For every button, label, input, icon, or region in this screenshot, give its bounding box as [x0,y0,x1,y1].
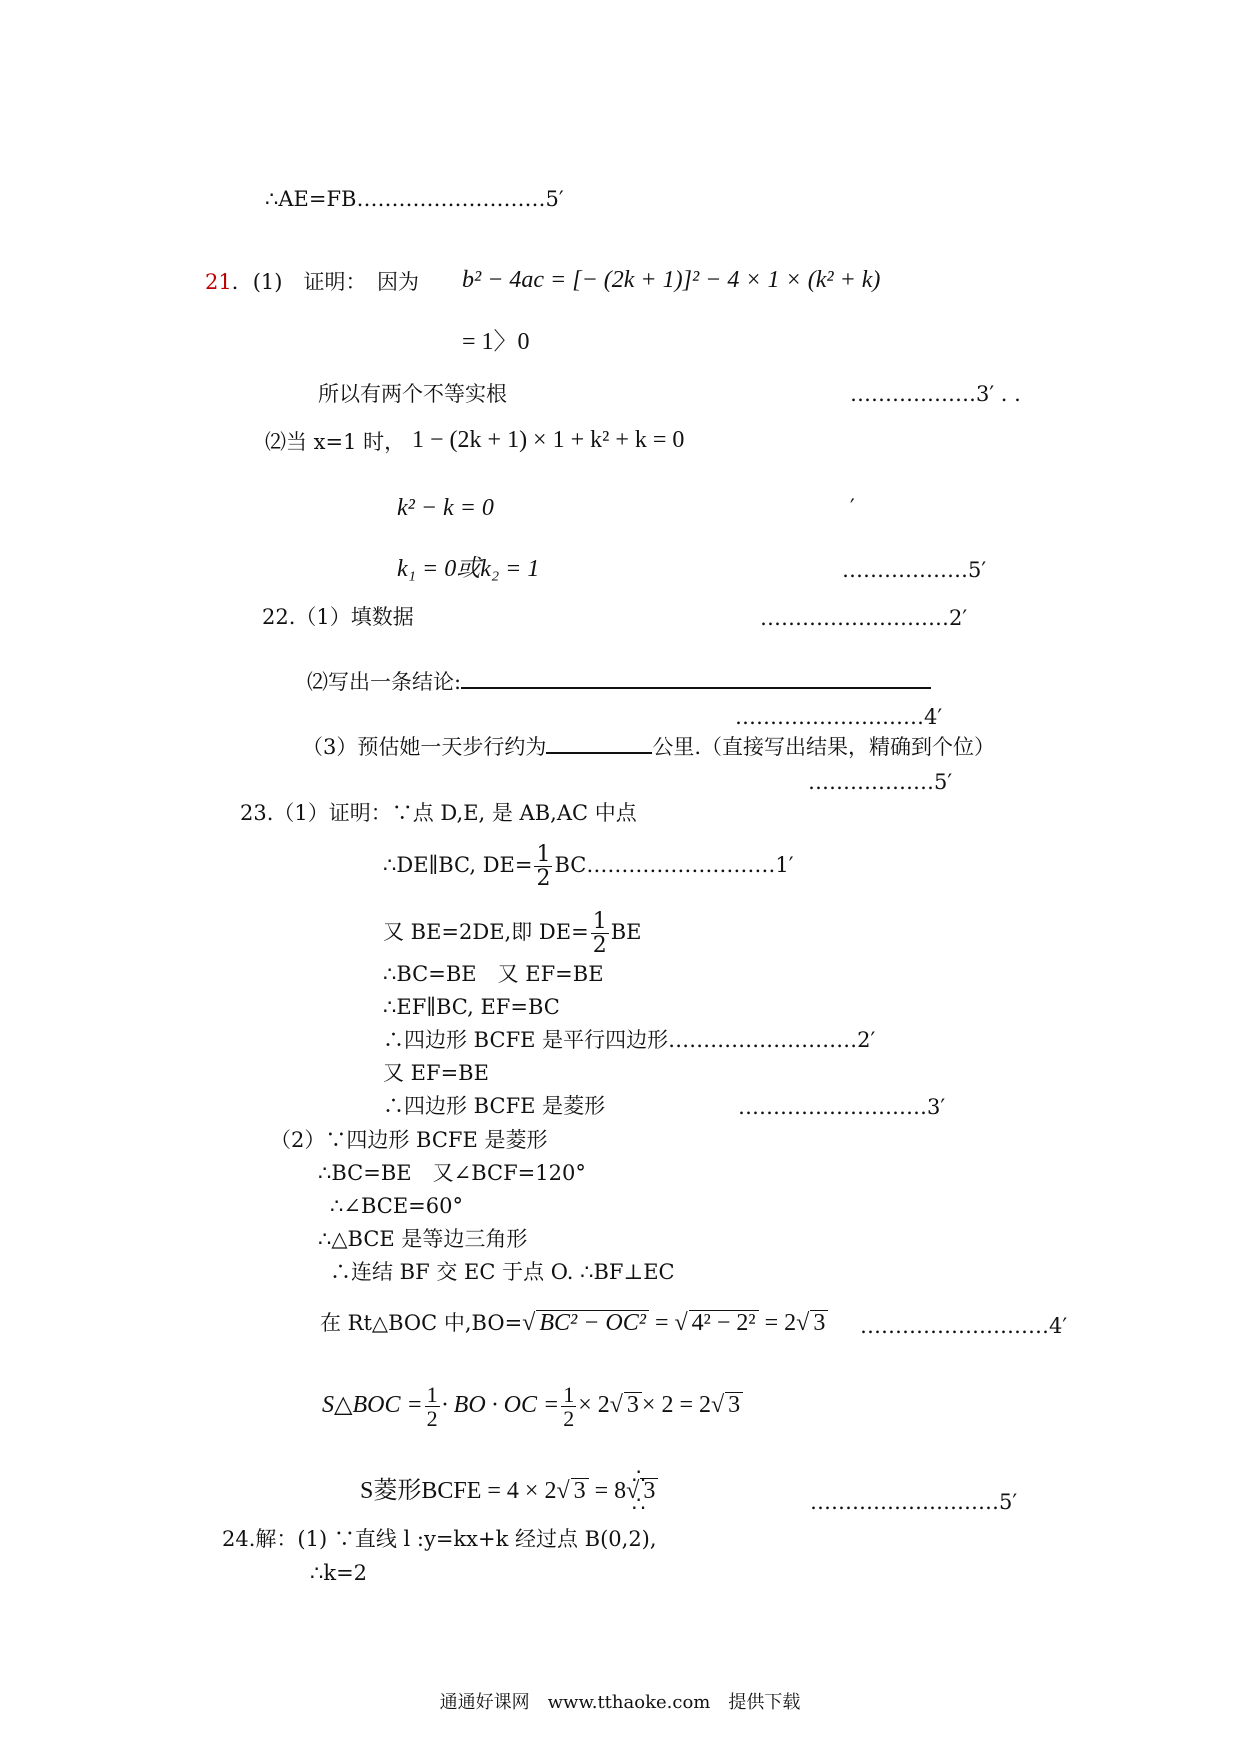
q23-area-sqrt-a: 3 [624,1392,642,1417]
q21-score-5: ………………5′ [842,558,987,582]
q24-k-value: ∴k=2 [310,1561,368,1585]
q23-angle-bce: ∴∠BCE=60° [330,1194,463,1218]
fraction-denominator: 2 [563,1406,575,1432]
q23-rhombus-eq: = 8 [594,1478,627,1504]
q21-k-roots: k₁ = 0或k₂ = 1 [397,556,540,582]
q23-half-fraction-2 [591,910,609,957]
q21-result: = 1〉0 [462,329,530,355]
q22-part3 [302,737,995,758]
q21-k-eq: k² − k = 0 [397,495,494,521]
q23-bo-label: 在 Rt△BOC 中,BO= [320,1311,523,1335]
q22-answer-blank [461,687,931,689]
q23-rhombus: ∴四边形 BCFE 是菱形 [383,1094,606,1118]
q23-score-4: ………………………4′ [860,1314,1068,1338]
q23-de-a: ∴DE∥BC, DE= [383,853,533,878]
q23-ef-bc: ∴EF∥BC, EF=BC [383,995,560,1019]
q22-part3-label-b: 公里.（直接写出结果，精确到个位） [652,735,996,759]
q23-area-boc-label: S△BOC = [322,1392,423,1419]
q23-area-rhombus [360,1478,658,1503]
q22-part2-label: ⑵写出一条结论: [307,670,462,694]
q23-rhombus-sqrt-b: 3 [640,1478,658,1503]
q23-be-b: BE [610,920,642,945]
q23-sqrt-3: 3 [810,1310,828,1335]
q21-score-3: ………………3′ . . [850,382,1021,406]
q23-area-sqrt-b: 3 [725,1392,743,1417]
q23-area-rhombus-label: S菱形BCFE = 4 × 2 [360,1478,557,1504]
q23-be-a: 又 BE=2DE,即 DE= [383,920,589,945]
line-ae-fb: ∴AE=FB………………………5′ [265,187,564,211]
q22-score-4: ………………………4′ [735,705,943,729]
radical-icon: √ [556,1478,570,1504]
q21-discriminant: b² − 4ac = [− (2k + 1)]² − 4 × 1 × (k² + k) [462,267,881,293]
q23-sqrt-4-2: 4² − 2² [689,1310,759,1335]
q21-conclusion: 所以有两个不等实根 [318,382,507,406]
q23-connect-bf: ∴连结 BF 交 EC 于点 O. ∴BF⊥EC [330,1260,675,1284]
fraction-denominator: 2 [536,866,551,892]
q22-estimate-blank [546,752,652,754]
radical-icon: √ [710,1392,725,1419]
fraction-numerator: 1 [426,1382,438,1407]
q21-mark: ′ [850,495,855,519]
q21-heading [205,272,419,293]
radical-icon: √ [609,1392,623,1419]
q21-number: 21 [205,270,232,294]
q23-area-half-2 [561,1383,576,1430]
radical-icon: √ [522,1310,536,1336]
q23-heading: 23.（1）证明：∵点 D,E, 是 AB,AC 中点 [240,801,637,825]
q24-heading: 24.解：(1) ∵直线 l :y=kx+k 经过点 B(0,2), [222,1527,657,1551]
therefore-marks: ∴ ∴ [632,1464,646,1517]
q23-bo-calc [320,1310,828,1335]
q23-score-3: ………………………3′ [738,1095,946,1119]
q23-score-5: ………………………5′ [810,1490,1018,1514]
equals-sign: = [654,1310,669,1336]
q23-ef-be: 又 EF=BE [383,1061,489,1085]
q22-part2 [307,672,931,693]
page-footer: 通通好课网 www.tthaoke.com 提供下载 [439,1692,801,1713]
q22-score-2: ………………………2′ [760,606,968,630]
radical-icon: √ [674,1310,688,1336]
radical-icon: √ [796,1310,810,1336]
q23-be-line [383,910,641,957]
q21-part2-label: ⑵当 x=1 时， [265,430,406,454]
q23-de-parallel [383,843,794,890]
fraction-numerator: 1 [536,842,551,867]
q23-angle: ∴BC=BE 又∠BCF=120° [318,1161,586,1185]
q23-rhombus-sqrt-a: 3 [571,1478,589,1503]
fraction-denominator: 2 [426,1406,438,1432]
radical-icon: √ [626,1478,640,1504]
q23-bo-eq: = 2 [764,1310,797,1336]
fraction-numerator: 1 [563,1382,575,1407]
q23-area-bo-oc: · BO · OC = [441,1392,560,1419]
q23-area-result: × 2 = 2 [641,1392,711,1419]
q22-score-5: ………………5′ [808,770,953,794]
q23-de-b: BC………………………1′ [554,853,794,878]
q23-area-boc [322,1383,743,1430]
q23-half-fraction [534,843,552,890]
q23-sqrt-bc-oc: BC² − OC² [536,1310,649,1335]
fraction-denominator: 2 [592,933,607,959]
q21-part2-eq: 1 − (2k + 1) × 1 + k² + k = 0 [412,427,685,453]
fraction-numerator: 1 [592,909,607,934]
q23-equilateral: ∴△BCE 是等边三角形 [318,1227,528,1251]
q21-label: ．(1) 证明： 因为 [231,270,419,294]
q22-part1: 22.（1）填数据 [262,605,414,629]
q23-area-times: × 2 [578,1392,610,1419]
q23-area-half [425,1383,440,1430]
q22-part3-label-a: （3）预估她一天步行约为 [302,735,547,759]
q23-part2: （2）∵四边形 BCFE 是菱形 [270,1128,548,1152]
q23-parallelogram: ∴四边形 BCFE 是平行四边形………………………2′ [383,1028,876,1052]
q23-bc-be: ∴BC=BE 又 EF=BE [383,962,604,986]
